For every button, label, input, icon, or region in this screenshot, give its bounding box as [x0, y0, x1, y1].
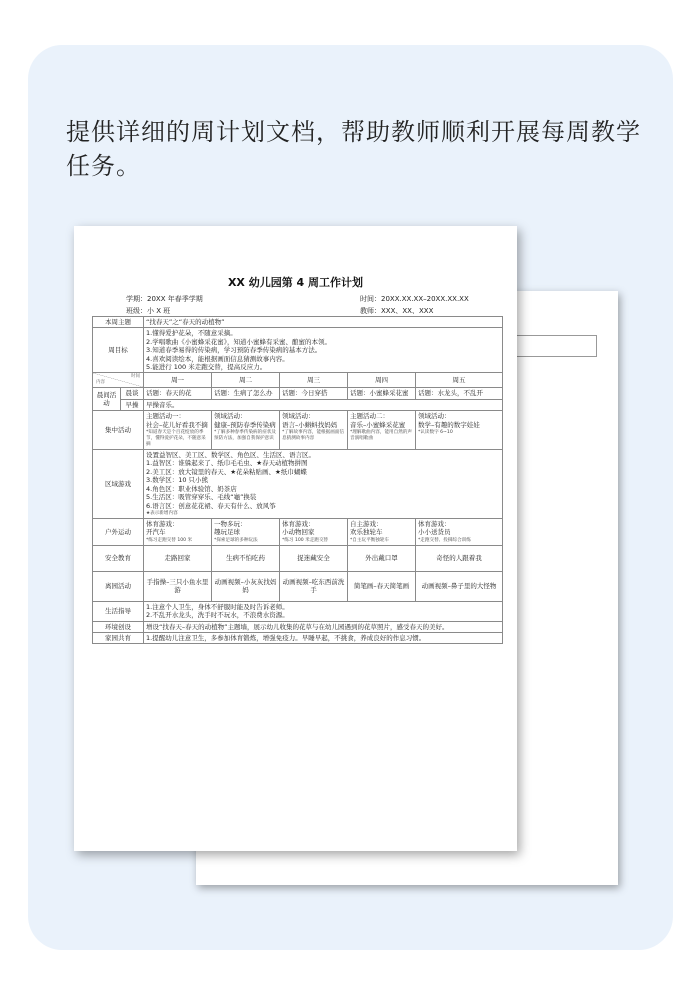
safety-cell: 奇怪的人跟着我	[416, 545, 503, 571]
leave-cell: 动画视频–吃东西前洗手	[280, 571, 348, 601]
exercise-label: 早操	[121, 399, 144, 410]
theme-value: “找春天”之“春天的动植物”	[144, 317, 503, 328]
outdoor-cell: 自主游戏： 欢乐独轮车 *自主玩平衡独轮车	[348, 518, 416, 545]
safety-cell: 走路回家	[144, 545, 212, 571]
theme-label: 本周主题	[93, 317, 144, 328]
talk-cell: 话题：小蜜蜂采花蜜	[348, 388, 416, 399]
corner-cell: 时间 内容	[93, 373, 144, 388]
theme-row	[93, 317, 503, 328]
outdoor-cell: 体育游戏： 小小送货员 *走跑交替、投掷综合训练	[416, 518, 503, 545]
semester: 学期：20XX 年春季学期	[126, 295, 203, 303]
goals-label: 周目标	[93, 328, 144, 373]
home-row	[93, 632, 503, 643]
env-value: 增设“找春天–春天的动植物”主题墙，展示幼儿收集的花草与在幼儿园遇到的花草照片，感受春天的美好。	[144, 621, 503, 632]
leave-cell: 动画视频–小灰灰找妈妈	[212, 571, 280, 601]
outdoor-cell: 一物多玩： 趣玩足球 *探索足球的多种玩法	[212, 518, 280, 545]
life-label: 生活指导	[93, 601, 144, 621]
leave-row	[93, 571, 503, 601]
weekly-plan-table	[92, 316, 503, 644]
day-header: 周三	[280, 373, 348, 388]
outdoor-cell: 体育游戏： 小动物回家 *练习 100 米走跑交替	[280, 518, 348, 545]
time-range: 时间：20XX.XX.XX–20XX.XX.XX	[360, 295, 469, 303]
exercise-value: 早操音乐。	[144, 399, 503, 410]
document-title: XX 幼儿园第 4 周工作计划	[227, 276, 364, 289]
goals-list	[144, 328, 503, 373]
home-label: 家园共育	[93, 632, 144, 643]
talk-cell: 话题：生病了怎么办	[212, 388, 280, 399]
day-header-row	[93, 373, 503, 388]
leave-cell: 手指操–三只小鱼水里游	[144, 571, 212, 601]
talk-cell: 话题：春天的花	[144, 388, 212, 399]
goal-item: 3.知道春季易得的传染病，学习预防春季传染病的基本方法。	[146, 346, 322, 355]
outdoor-row	[93, 518, 503, 545]
outdoor-cell: 体育游戏： 开汽车 *练习走跑交替 100 米	[144, 518, 212, 545]
life-list: 1.注意个人卫生，身体不舒服时能及时告诉老师。 2.不乱开水龙头，洗手时不玩水，不浪费水资源。	[144, 601, 503, 621]
home-value: 1.提醒幼儿注意卫生，多参加体育锻炼，增强免疫力。早睡早起，不挑食，养成良好的作息习惯。	[144, 632, 503, 643]
leave-label: 离园活动	[93, 571, 144, 601]
goal-item: 1.懂得爱护花朵，不随意采摘。	[146, 329, 237, 338]
focus-cell: 主题活动二： 音乐–小蜜蜂采花蜜 *理解歌曲内容，能用自然的声音演唱歌曲	[348, 411, 416, 450]
life-row	[93, 601, 503, 621]
outdoor-label: 户外运动	[93, 518, 144, 545]
goal-item: 5.能进行 100 米走跑交替，提高反应力。	[146, 363, 267, 372]
focus-cell: 领域活动： 健康–预防春季传染病 *了解多种春季传染病的症状及预防方法，加强自我保护意识	[212, 411, 280, 450]
safety-cell: 生病不怕吃药	[212, 545, 280, 571]
focus-label: 集中活动	[93, 411, 144, 450]
focus-cell: 领域活动： 数学–有趣的数字娃娃 *认读数字 6~10	[416, 411, 503, 450]
leave-cell: 简笔画–春天简笔画	[348, 571, 416, 601]
goal-item: 4.喜欢阅读绘本，能根据画面信息猜测故事内容。	[146, 354, 289, 363]
safety-cell: 捉迷藏安全	[280, 545, 348, 571]
day-header: 周四	[348, 373, 416, 388]
talk-cell: 话题：今日穿搭	[280, 388, 348, 399]
morning-label: 晨间活动	[93, 388, 121, 411]
document-sheet	[74, 226, 517, 851]
talk-cell: 话题：水龙头，不乱开	[416, 388, 503, 399]
goals-row	[93, 328, 503, 373]
class-name: 班级：小 X 班	[126, 307, 171, 315]
day-header: 周一	[144, 373, 212, 388]
talk-label: 晨谈	[121, 388, 144, 399]
day-header: 周二	[212, 373, 280, 388]
safety-label: 安全教育	[93, 545, 144, 571]
headline: 提供详细的周计划文档，帮助教师顺利开展每周教学任务。	[66, 118, 641, 180]
leave-cell: 动画视频–鼻子里的大怪物	[416, 571, 503, 601]
safety-cell: 外出戴口罩	[348, 545, 416, 571]
teachers: 教师：XXX、XX、XXX	[360, 307, 434, 315]
day-header: 周五	[416, 373, 503, 388]
focus-cell: 主题活动一： 社会–花儿好看我不摘 *知道春天是个百花绽放的季节，懂得爱护花朵，不随意采摘	[144, 411, 212, 450]
exercise-row	[93, 399, 503, 410]
goal-item: 2.学唱歌曲《小蜜蜂采花蜜》，知道小蜜蜂有采蜜、酿蜜的本领。	[146, 337, 331, 346]
area-list: 设置益智区、美工区、数学区、角色区、生活区、语言区。 1.益智区：谁躲起来了、纸巾毛毛虫、★春天动植物拼图 2.美工区：放大镜里的春天、★花朵粘贴画、★纸巾蝴蝶 3.数学区：10 只小熊 4.角色区：职业体验馆、奶茶店 5.生活区：吸管穿穿乐、毛线“龜”换装 6.语言区：创意花花裙、春天有什么、放风筝 ★表示新增内容	[144, 450, 503, 519]
env-row	[93, 621, 503, 632]
focus-cell: 领域活动： 语言–小蝌蚪找妈妈 *了解故事内容，能根据画面信息猜测故事内容	[280, 411, 348, 450]
morning-talk-row	[93, 388, 503, 399]
env-label: 环境创设	[93, 621, 144, 632]
area-label: 区域游戏	[93, 450, 144, 519]
focus-row	[93, 411, 503, 450]
area-row	[93, 450, 503, 519]
safety-row	[93, 545, 503, 571]
